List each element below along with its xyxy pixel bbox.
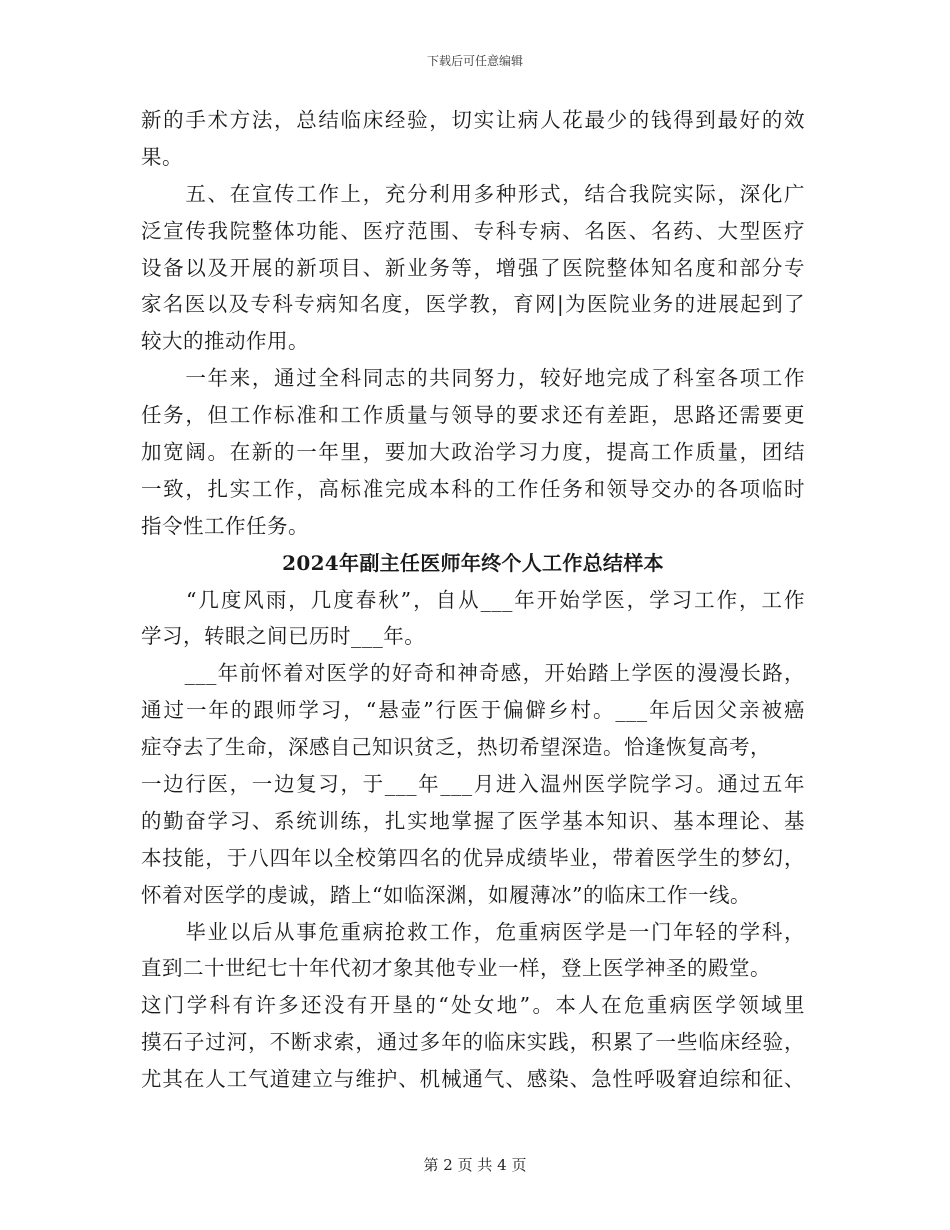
text-line: 较大的推动作用。 (141, 329, 309, 354)
text-line: 一边行医，一边复习，于___年___月进入温州医学院学习。通过五年 (141, 772, 805, 797)
text-line: 家名医以及专科专病知名度，医学教，育网|为医院业务的进展起到了 (141, 292, 805, 317)
page-footer: 第 2 页 共 4 页 (423, 1156, 527, 1174)
text-line: 摸石子过河，不断求索，通过多年的临床实践，积累了一些临床经验， (141, 1030, 805, 1055)
page-header: 下载后可任意编辑 (426, 54, 523, 68)
text-line: 果。 (141, 144, 183, 169)
text-line: 一致，扎实工作，高标准完成本科的工作任务和领导交办的各项临时 (141, 476, 805, 501)
text-line: 指令性工作任务。 (141, 513, 309, 538)
text-line: 的勤奋学习、系统训练，扎实地掌握了医学基本知识、基本理论、基 (141, 808, 805, 833)
text-line: 尤其在人工气道建立与维护、机械通气、感染、急性呼吸窘迫综和征、 (141, 1067, 805, 1092)
text-line: 泛宣传我院整体功能、医疗范围、专科专病、名医、名药、大型医疗 (141, 218, 805, 243)
text-line: 五、在宣传工作上，充分利用多种形式，结合我院实际，深化广 (141, 181, 805, 206)
text-line: 症夺去了生命，深感自己知识贫乏，热切希望深造。恰逢恢复高考， (141, 735, 771, 760)
text-line: 设备以及开展的新项目、新业务等，增强了医院整体知名度和部分专 (141, 255, 805, 280)
text-line: 一年来，通过全科同志的共同努力，较好地完成了科室各项工作 (141, 366, 805, 391)
document-body (141, 102, 805, 1098)
text-line: 任务，但工作标准和工作质量与领导的要求还有差距，思路还需要更 (141, 403, 805, 428)
text-line: 毕业以后从事危重病抢救工作，危重病医学是一门年轻的学科， (141, 919, 805, 944)
text-line: “几度风雨，几度春秋”，自从___年开始学医，学习工作，工作 (141, 587, 805, 612)
text-line: 加宽阔。在新的一年里，要加大政治学习力度，提高工作质量，团结 (141, 440, 805, 465)
section-title: 2024年副主任医师年终个人工作总结样本 (282, 550, 664, 575)
text-line: 通过一年的跟师学习，“悬壶”行医于偏僻乡村。___年后因父亲被癌 (141, 698, 805, 723)
text-line: 学习，转眼之间已历时___年。 (141, 624, 426, 649)
text-line: ___年前怀着对医学的好奇和神奇感，开始踏上学医的漫漫长路， (141, 661, 805, 686)
text-line: 新的手术方法，总结临床经验，切实让病人花最少的钱得到最好的效 (141, 108, 805, 132)
text-line: 这门学科有许多还没有开垦的“处女地”。本人在危重病医学领域里 (141, 993, 805, 1018)
text-line: 怀着对医学的虔诚，踏上“如临深渊，如履薄冰”的临床工作一线。 (141, 882, 751, 907)
text-line: 直到二十世纪七十年代初才象其他专业一样，登上医学神圣的殿堂。 (141, 956, 771, 981)
text-line: 本技能，于八四年以全校第四名的优异成绩毕业，带着医学生的梦幻， (141, 845, 805, 870)
